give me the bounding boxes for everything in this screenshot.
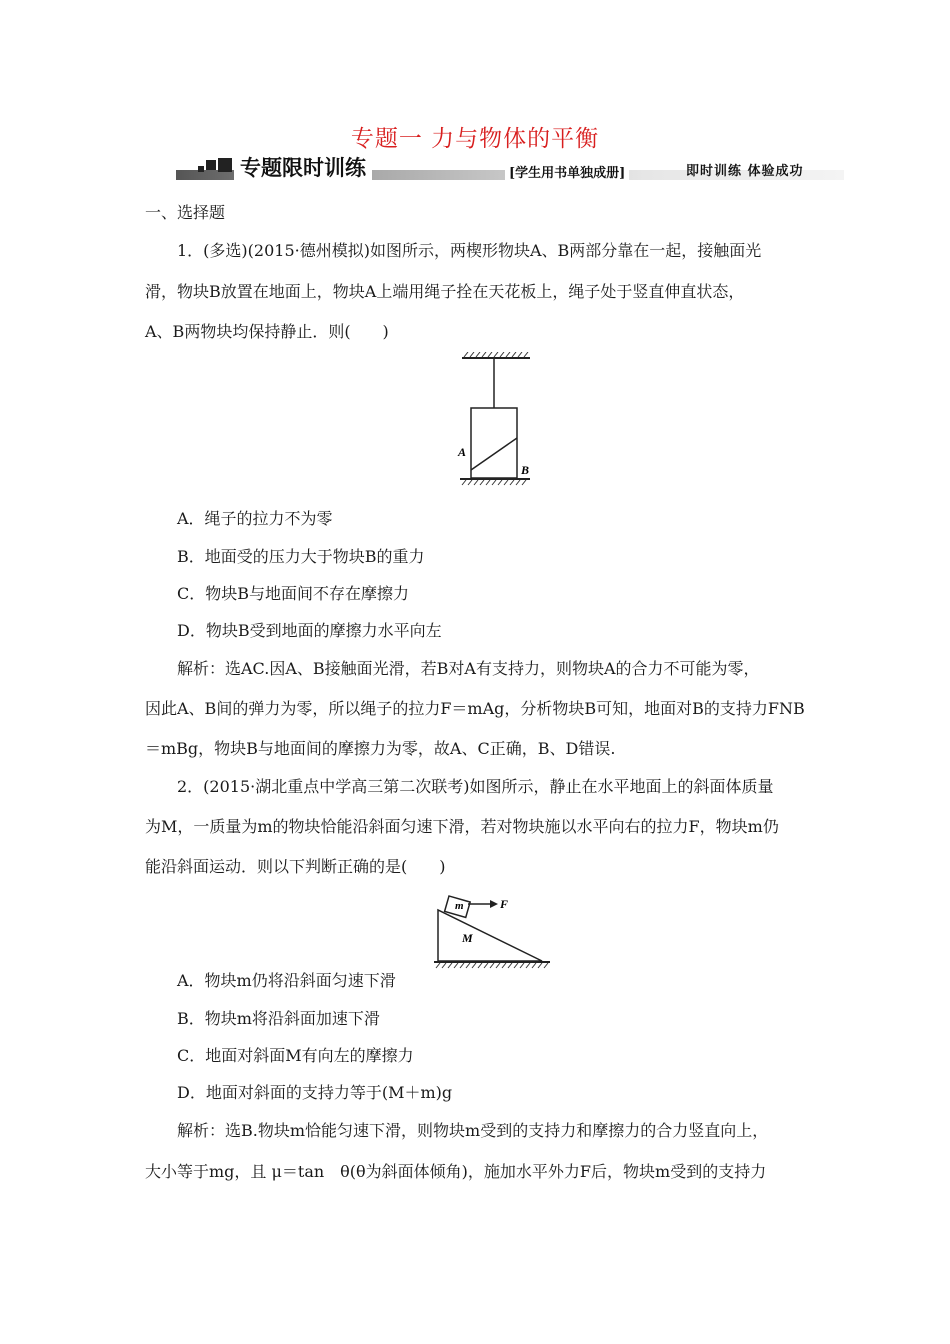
q2-option-a: A．物块m仍将沿斜面匀速下滑 [177,971,396,990]
page-title: 专题一 力与物体的平衡 [350,126,600,152]
label-f: F [500,897,509,911]
banner-label: 专题限时训练 [234,152,372,182]
label-b: B [521,463,530,477]
banner-square-icon [218,158,232,172]
force-arrow-head [490,900,498,908]
section-heading: 一、选择题 [145,203,226,222]
q1-option-b: B．地面受的压力大于物块B的重力 [177,547,425,566]
q2-stem-line: 2．(2015·湖北重点中学高三第二次联考)如图所示，静止在水平地面上的斜面体质量 [177,777,774,796]
q2-analysis-line: 大小等于mg，且 μ＝tan θ(θ为斜面体倾角)，施加水平外力F后，物块m受到的支持力 [145,1162,767,1181]
label-a: A [458,445,467,459]
ground-hatch [434,962,550,968]
q1-stem-line: 滑，物块B放置在地面上，物块A上端用绳子拴在天花板上，绳子处于竖直伸直状态， [145,282,745,301]
banner-square-icon [198,166,204,172]
q2-analysis-line: 解析：选B.物块m恰能匀速下滑，则物块m受到的支持力和摩擦力的合力竖直向上， [177,1121,769,1140]
q1-option-c: C．物块B与地面间不存在摩擦力 [177,584,410,603]
q1-figure [450,352,540,494]
q2-option-d: D．地面对斜面的支持力等于(M＋m)g [177,1083,453,1102]
banner-subtitle: [学生用书单独成册] [505,162,629,181]
label-big-m: M [462,931,473,945]
q1-analysis-line: 因此A、B间的弹力为零，所以绳子的拉力F＝mAg，分析物块B可知，地面对B的支持力FNB [145,699,805,718]
contact-surface [471,438,517,470]
q1-analysis-line: ＝mBg，物块B与地面间的摩擦力为零，故A、C正确，B、D错误. [145,739,616,758]
ceiling-hatch [462,352,530,358]
q2-stem-line: 为M，一质量为m的物块恰能沿斜面匀速下滑，若对物块施以水平向右的拉力F，物块m仍 [145,817,779,836]
q2-figure [430,890,555,970]
q2-option-c: C．地面对斜面M有向左的摩擦力 [177,1046,414,1065]
q1-option-a: A．绳子的拉力不为零 [177,509,333,528]
q2-option-b: B．物块m将沿斜面加速下滑 [177,1009,380,1028]
q1-option-d: D．物块B受到地面的摩擦力水平向左 [177,621,442,640]
incline-outline [438,910,542,961]
ground-hatch [460,479,530,485]
q1-analysis-line: 解析：选AC.因A、B接触面光滑，若B对A有支持力，则物块A的合力不可能为零， [177,659,760,678]
banner-right-text: 即时训练 体验成功 [686,164,804,179]
q1-stem-line: 1．(多选)(2015·德州模拟)如图所示，两楔形物块A、B两部分靠在一起，接触面光 [177,241,762,260]
label-m: m [455,900,464,912]
q2-stem-line: 能沿斜面运动．则以下判断正确的是( ) [145,857,446,876]
q1-stem-line: A、B两物块均保持静止．则( ) [145,322,389,341]
banner-square-icon [206,160,216,170]
section-banner [176,152,848,188]
